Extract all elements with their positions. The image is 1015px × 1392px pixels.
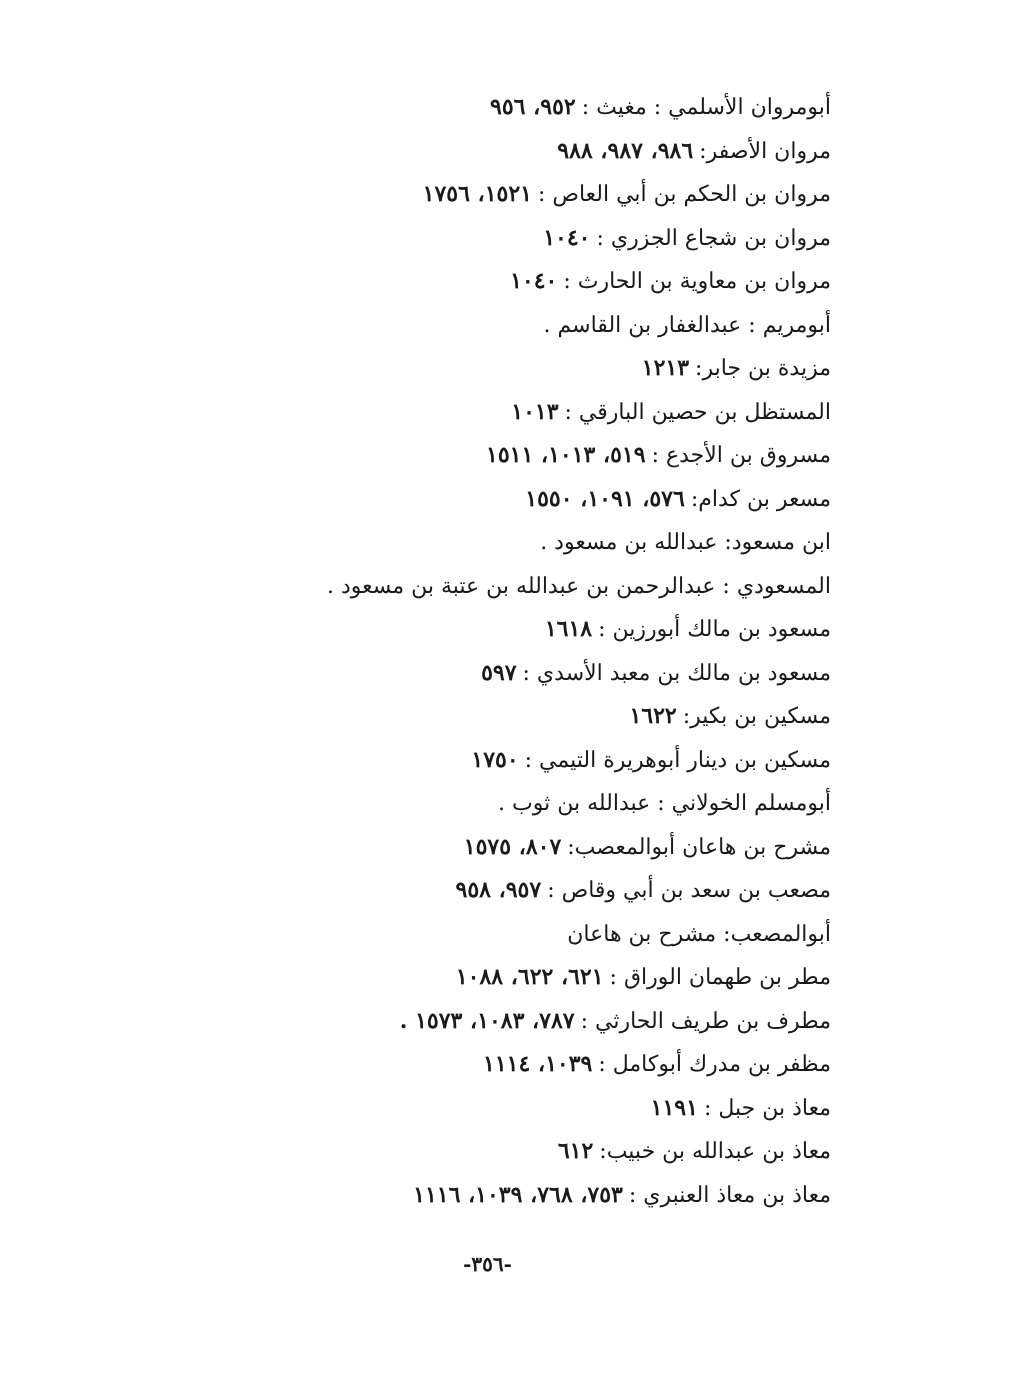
index-entry [231, 130, 831, 174]
entry-name: مطرف بن طريف الحارثي : [580, 1008, 831, 1034]
entry-refs: ٩٨٦، ٩٨٧، ٩٨٨ [557, 137, 694, 164]
index-entry [231, 347, 831, 391]
index-entry [231, 391, 831, 435]
index-entry [231, 1000, 831, 1044]
entry-refs: ٩٥٢، ٩٥٦ [490, 94, 576, 120]
entry-name: معاذ بن عبدالله بن خبيب: [599, 1139, 831, 1164]
index-entry [231, 86, 831, 130]
index-entry [231, 782, 831, 826]
entry-name: مروان بن شجاع الجزري : [596, 225, 831, 251]
index-entry [231, 173, 831, 217]
entry-refs: ١٠٤٠ [510, 268, 558, 294]
entry-name: مشرح بن هاعان أبوالمعصب: [567, 834, 831, 860]
entry-refs: ١١٩١ [650, 1094, 698, 1121]
index-entry [231, 869, 831, 913]
index-entry [231, 1043, 831, 1087]
index-entry [231, 478, 831, 522]
entry-name: مسعر بن كدام: [690, 486, 831, 512]
index-entry [231, 217, 831, 261]
index-entry [231, 739, 831, 783]
entry-name: أبومروان الأسلمي : مغيث : [581, 95, 831, 120]
entry-refs: ٧٥٣، ٧٦٨، ١٠٣٩، ١١١٦ [413, 1181, 623, 1208]
entry-refs: ١٠١٣ [511, 398, 559, 425]
entry-refs: ١٧٥٠ [471, 746, 519, 773]
entry-name: مطر بن طهمان الوراق : [609, 965, 831, 990]
entry-refs: ٨٠٧، ١٥٧٥ [463, 833, 562, 860]
entry-name: مظفر بن مدرك أبوكامل : [598, 1052, 831, 1077]
entry-name: مزيدة بن جابر: [695, 356, 831, 381]
index-entry [231, 521, 831, 565]
entry-refs: ٥٧٦، ١٠٩١، ١٥٥٠ [525, 485, 685, 512]
entry-refs: ١٥٢١، ١٧٥٦ [422, 181, 532, 207]
index-entry [231, 956, 831, 1000]
index-entry [231, 826, 831, 870]
entry-name: مصعب بن سعد بن أبي وقاص : [547, 878, 831, 903]
entry-refs: ١٢١٣ [641, 355, 690, 381]
entry-name: أبومريم : عبدالغفار بن القاسم . [543, 312, 831, 338]
entry-name: مسكين بن دينار أبوهريرة التيمي : [524, 747, 831, 773]
entry-name: أبومسلم الخولاني : عبدالله بن ثوب . [498, 791, 831, 816]
entry-name: مسكين بن بكير: [682, 704, 831, 729]
entry-refs: ٧٨٧، ١٠٨٣، ١٥٧٣ . [399, 1007, 575, 1034]
entry-name: مسعود بن مالك بن معبد الأسدي : [522, 660, 831, 686]
index-entry [231, 434, 831, 478]
page-number: -٣٥٦- [463, 1252, 512, 1276]
entry-refs: ١٦٢٢ [629, 703, 677, 729]
entry-refs: ١٠٤٠ [543, 224, 591, 251]
entry-refs: ٩٥٧، ٩٥٨ [455, 877, 542, 903]
entry-name: مروان بن الحكم بن أبي العاص : [537, 182, 831, 207]
index-entry [231, 695, 831, 739]
entry-refs: ٥٩٧ [481, 659, 517, 686]
entry-name: المستظل بن حصين البارقي : [564, 399, 831, 425]
entry-refs: ١٦١٨ [544, 616, 593, 642]
index-entry [231, 1174, 831, 1218]
index-entry [231, 652, 831, 696]
entry-name: المسعودي : عبدالرحمن بن عبدالله بن عتبة بن مسعود . [326, 573, 831, 599]
entry-name: مسعود بن مالك أبورزين : [598, 617, 831, 642]
entry-refs: ٥١٩، ١٠١٣، ١٥١١ [486, 442, 646, 468]
index-entry [231, 1130, 831, 1174]
entry-name: مروان بن معاوية بن الحارث : [563, 269, 831, 294]
index-entry [231, 608, 831, 652]
entry-name: معاذ بن جبل : [703, 1095, 831, 1121]
index-entry [231, 304, 831, 348]
entry-name: معاذ بن معاذ العنبري : [628, 1182, 831, 1208]
entry-name: ابن مسعود: عبدالله بن مسعود . [540, 530, 831, 555]
entry-name: مروان الأصفر: [699, 138, 831, 164]
index-entry [231, 565, 831, 609]
entry-refs: ٦١٢ [557, 1138, 594, 1164]
entry-name: أبوالمصعب: مشرح بن هاعان [567, 921, 831, 947]
index-entry [231, 260, 831, 304]
index-entry [231, 1087, 831, 1131]
index-list [231, 86, 831, 1217]
entry-name: مسروق بن الأجدع : [651, 443, 831, 468]
entry-refs: ٦٢١، ٦٢٢، ١٠٨٨ [455, 964, 604, 990]
entry-refs: ١٠٣٩، ١١١٤ [483, 1051, 593, 1077]
index-entry [231, 913, 831, 957]
